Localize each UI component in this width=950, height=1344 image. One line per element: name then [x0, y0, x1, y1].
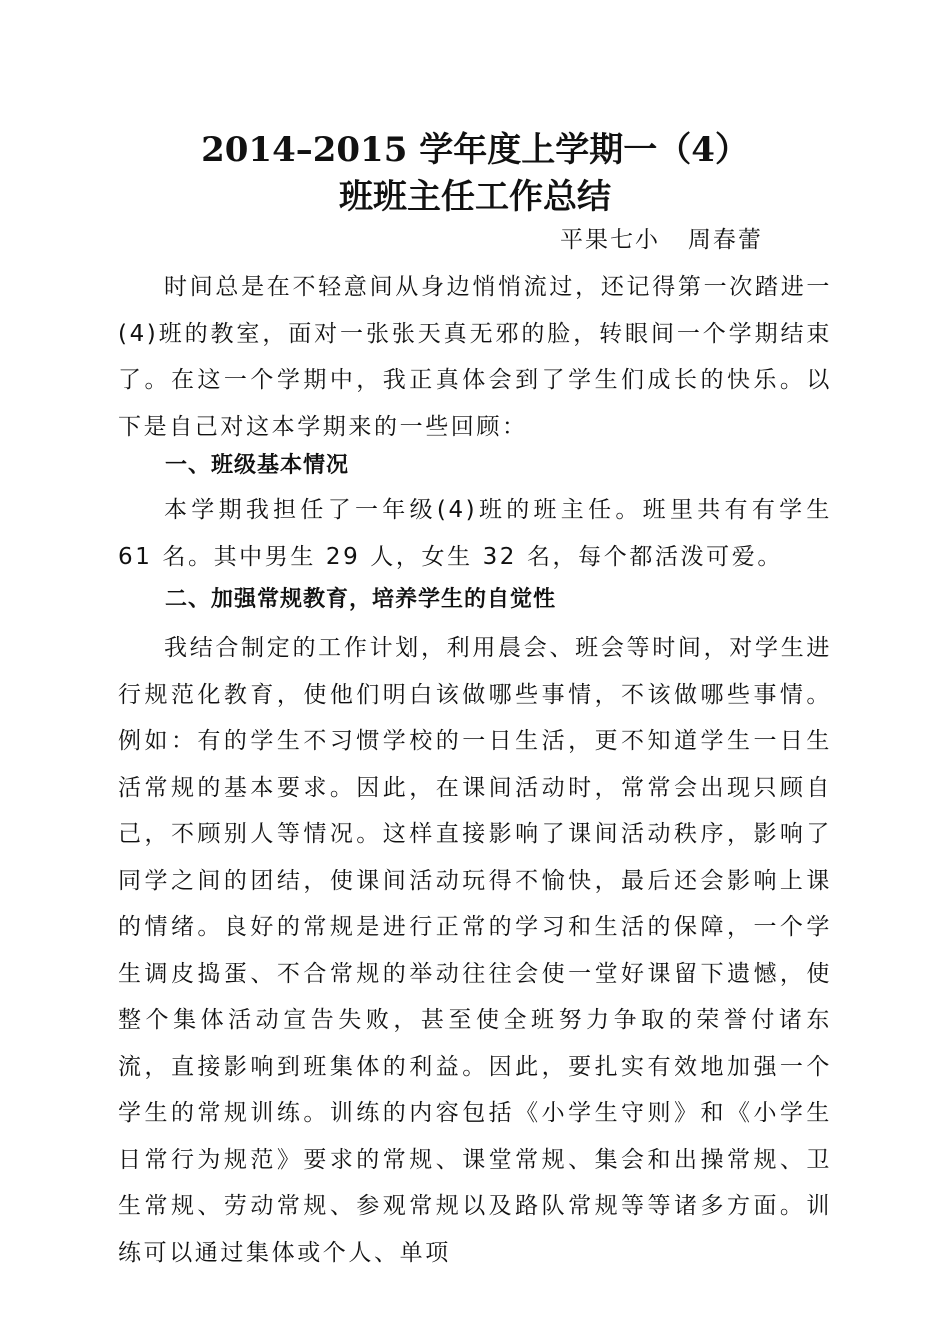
routine-education-paragraph: 我结合制定的工作计划，利用晨会、班会等时间，对学生进行规范化教育，使他们明白该做哪些事情，不该做哪些事情。例如：有的学生不习惯学校的一日生活，更不知道学生一日生活常规的基本要求。因此，在课间活动时，常常会出现只顾自己，不顾别人等情况。这样直接影响了课间活动秩序，影响了同学之间的团结，使课间活动玩得不愉快，最后还会影响上课的情绪。良好的常规是进行正常的学习和生活的保障，一个学生调皮捣蛋、不合常规的举动往往会使一堂好课留下遗憾，使整个集体活动宣告失败，甚至使全班努力争取的荣誉付诸东流，直接影响到班集体的利益。因此，要扎实有效地加强一个学生的常规训练。训练的内容包括《小学生守则》和《小学生日常行为规范》要求的常规、课堂常规、集会和出操常规、卫生常规、劳动常规、参观常规以及路队常规等等诸多方面。训练可以通过集体或个人、单项	[118, 635, 832, 1266]
author-line: 平果七小 周春蕾	[560, 227, 763, 253]
intro-paragraph: 时间总是在不轻意间从身边悄悄流过，还记得第一次踏进一(4)班的教室，面对一张张天真无邪的脸，转眼间一个学期结束了。在这一个学期中，我正真体会到了学生们成长的快乐。以下是自己对这本学期来的一些回顾：	[118, 274, 832, 440]
section-heading-2: 二、加强常规教育，培养学生的自觉性	[165, 587, 557, 612]
section-heading-1: 一、班级基本情况	[165, 453, 350, 478]
document-title-line2: 班班主任工作总结	[339, 177, 611, 217]
class-info-paragraph: 本学期我担任了一年级(4)班的班主任。班里共有有学生 61 名。其中男生 29 人，女生 32 名，每个都活泼可爱。	[118, 497, 832, 570]
document-title-line1: 2014–2015 学年度上学期一（4）	[201, 130, 749, 170]
